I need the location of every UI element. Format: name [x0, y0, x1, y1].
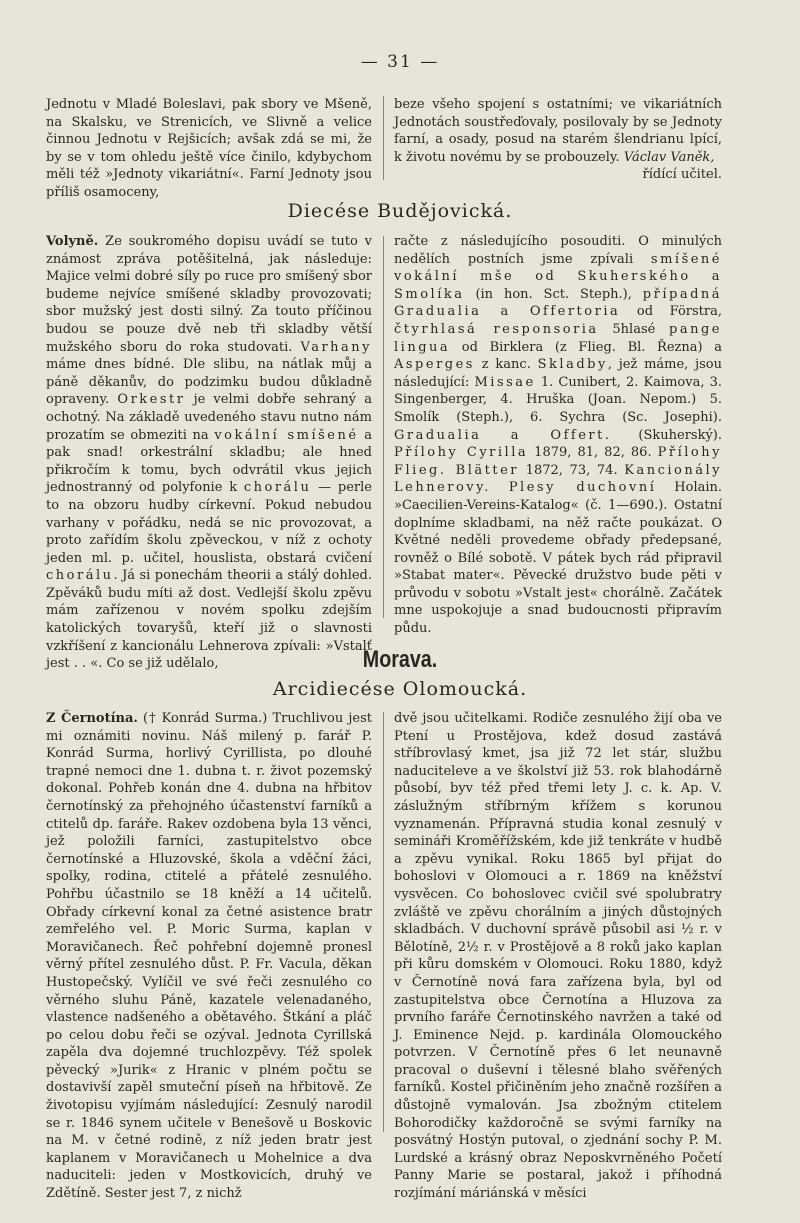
- place-volyne: Volyně.: [46, 234, 99, 249]
- cernotin-right-column: [394, 710, 722, 1203]
- diocese-heading: Diecése Budějovická.: [287, 200, 513, 222]
- term-asperges: Asperges: [394, 357, 475, 373]
- volyne-right-column: [394, 233, 722, 638]
- term-vokalni: vokální smíšené: [214, 427, 359, 443]
- term-skladby: Skladby: [537, 357, 608, 373]
- region-heading: Morava.: [362, 646, 438, 673]
- term-orkestr: Orkestr: [117, 392, 186, 408]
- top-right-paragraph: beze všeho spojení s ostatními; ve vikariátních Jednotách soustřeďovaly, posilovaly by se Jednoty farní, a osady, posud na starém šlendrianu lpící, k životu novému by se probouzely. Václav Vaněk,: [394, 97, 722, 165]
- term-varhany: Varhany: [300, 339, 372, 355]
- term-pange-lingua: pange lingua: [394, 321, 722, 355]
- term-choral-2: chorálu: [46, 568, 114, 584]
- signature-role: řídící učitel.: [642, 167, 722, 183]
- term-plesy: Plesy duchovní: [508, 480, 657, 496]
- cernotin-left-paragraph: Z Černotína. († Konrád Surma.) Truchlivou jest mi oznámiti novinu. Náš milený p. farář P. Konrád Surma, horlivý Cyrillista, po dlouhé trapné nemoci dne 1. dubna t. r. život pozemský dokonal. Pohřeb konán dne 4. dubna na hřbitov černotínský za přehojného účastenství farníků a ctitelů dp. faráře. Rakev ozdobena byla 13 věnci, jež položili farníci, zastupitelstvo obce černotínské a Hluzovské, škola a vděční žáci, spolky, rodina, ctitelé a přátelé zesnulého. Pohřbu účastnilo se 18 kněží a 14 učitelů. Obřady církevní konal za četné asistence bratr zemřelého vel. P. Moric Surma, kaplan v Moravičanech. Řeč pohřební dojemně pronesl věrný přítel zesnulého důst. P. Fr. Vacula, děkan Hustopečský. Vylíčil ve své řeči zesnulého co věrného sluhu Páně, kazatele velenadaného, vlastence nadšeného a obětavého. Štkání a pláč po celou dobu řeči se ozýval. Jednota Cyrillská zapěla dva dojemné truchlozpěvy. Též spolek pěvecký »Jurik« z Hranic v plném počtu se dostavivší zapěl smuteční píseň na hřbitově. Ze životopisu vyjímám následující: Zesnulý narodil se r. 1846 synem učitele v Benešově u Boskovic na M. v četné rodině, z níž jeden bratr jest kaplanem v Moravičanech u Mohelnice a dva naduciteli: jeden v Mostkovicích, druhý ve Zdětíně. Sester jest 7, z nichž: [46, 711, 372, 1202]
- column-divider-volyne: [383, 236, 384, 618]
- term-prilohy-cyrilla: Přílohy Cyrilla: [394, 445, 529, 461]
- page-number: — 31 —: [360, 52, 440, 72]
- place-cernotin: Z Černotína.: [46, 711, 138, 726]
- signature-name: Václav Vaněk,: [623, 149, 715, 165]
- term-graduale-2: Gradualia a Offert.: [394, 427, 612, 443]
- term-responsoria: čtyrhlasá responsoria: [394, 321, 599, 337]
- archdiocese-heading: Arcidiecése Olomoucká.: [272, 678, 528, 700]
- top-left-paragraph: Jednotu v Mladé Boleslavi, pak sbory ve Mšeně, na Skalsku, ve Strenicích, ve Slivně a velice činnou Jednotu v Rejšicích; avšak zdá se mi, že by se v tom ohledu ještě více činilo, kdybychom měli též »Jednoty vikariátní«. Farní Jednoty jsou příliš osamoceny,: [46, 97, 372, 200]
- term-mse: smíšené vokální mše od Skuherského a Smolíka: [394, 251, 722, 302]
- term-graduale-1: případná Gradualia a Offertoria: [394, 286, 723, 320]
- cernotin-right-paragraph: dvě jsou učitelkami. Rodiče zesnulého žijí oba ve Ptení u Prostějova, kdež dosud zastává stříbrovlasý kmet, jsa již 72 let stár, službu naduciteleve a ve školství již 53. rok blahodárně působí, byv též před třemi lety J. c. k. Ap. V. záslužným stříbrným křížem s korunou vyznamenán. Přípravná studia konal zesnulý v semináři Kroměřížském, kde již tenkráte v hudbě a zpěvu vynikal. Roku 1865 byl přijat do bohoslovi v Olomouci a r. 1869 na kněžství vysvěcen. Co bohoslovec cvičil své spolubratry zvláště ve zpěvu chorálním a jiných důstojných skladbách. V duchovní správě působil asi ½ r. v Bělotíně, 2½ r. v Prostějově a 8 roků jako kaplan při kůru domském v Olomouci. Roku 1880, když v Černotíně nová fara zařízena byla, byl od zastupitelstva obce Černotína a Hluzova za prvního faráře Černotinského navržen a také od J. Eminence Nejd. p. kardinála Olomouckého potvrzen. V Černotíně přes 6 let neunavně pracoval o duševní i tělesné blaho svěřených farníků. Kostel přičiněním jeho značně rozšířen a důstojně vymalován. Jsa zbožným ctitelem Bohorodičky každoročně se svými farníky na posvátný Hostýn putoval, o zjednání sochy P. M. Lurdské a krásný obraz Neposkvrněného Početí Panny Marie se postaral, jakož i příhodná rozjímání máriánská v měsíci: [394, 711, 722, 1202]
- term-prilohy-flieg: Přílohy Flieg. Blätter: [394, 445, 722, 478]
- column-divider-top: [383, 96, 384, 180]
- column-divider-cernotin: [383, 712, 384, 1132]
- volyne-right-paragraph: račte z následujícího posouditi. O minulých nedělích postních jsme zpívali smíšené vokální mše od Skuherského a Smolíka (in hon. Sct. Steph.), případná Gradualia a Offertoria od Förstra, čtyrhlasá responsoria 5hlasé pange lingua od Birklera (z Flieg. Bl. Řezna) a Asperges z kanc. Skladby, jež máme, jsou následující: Missae 1. Cunibert, 2. Kaimova, 3. Singenberger, 4. Hruška (Joan. Nepom.) 5. Smolík (Steph.), 6. Sychra (Sc. Josephi). Gradualia a Offert. (Skuherský). Přílohy Cyrilla 1879, 81, 82, 86. Přílohy Flieg. Blätter 1872, 73, 74. Kancionály Lehnerovy. Plesy duchovní Holain. »Caecilien-Vereins-Katalog« (č. 1—690.). Ostatní doplníme skladbami, na něž račte poukázat. O Květné neděli provedeme obřady předepsané, rovněž o Bílé sobotě. V pátek bych rád připravil »Stabat mater«. Pěvecké družstvo bude pěti v průvodu v sobotu »Vstalt jest« chorálně. Začátek mne uspokojuje a snad budoucnosti připravím půdu.: [394, 234, 723, 637]
- volyne-left-column: [46, 233, 372, 673]
- top-right-column: [394, 96, 722, 184]
- term-missae: Missae: [474, 374, 536, 390]
- top-left-column: [46, 96, 372, 202]
- term-choral-1: chorálu: [243, 480, 312, 496]
- volyne-left-paragraph: Volyně. Ze soukromého dopisu uvádí se tuto v známost zpráva potěšitelná, jak následuje: Majice velmi dobré síly po ruce pro smíšený sbor budeme nejvíce smíšené skladby provozovati; sbor mužský jest dosti silný. Za touto příčinou budou se pouze dvě neb tři skladby větší mužského sboru do roka studovati. Varhany máme dnes bídné. Dle slibu, na nátlak můj a páně děkanův, do podzimku budou důkladně opraveny. Orkestr je velmi dobře sehraný a ochotný. Na základě uvedeného stavu nutno nám prozatím se obmeziti na vokální smíšené a pak snad! orkestrální skladbu; ale hned přikročím k tomu, bych odvrátil vkus jejich jednostranný od polyfonie k chorálu — perle to na obzoru hudby církevní. Pokud nebudou varhany v pořádku, nedá se nic provozovat, a proto zařídím školu zpěveckou, v níž z ochoty jeden ml. p. učitel, houslista, obstará cvičení chorálu. Já si ponechám theorii a stálý dohled. Zpěváků budu míti až dost. Vedlejší školu zpěvu mám zařízenou v novém spolku zdejším katolických tovaryšů, kteří již o slavnosti vzkříšení z kancionálu Lehnerova zpívali: »Vstalť jest . . «. Co se již udělalo,: [46, 234, 373, 672]
- term-kancionaly: Kancionály Lehnerovy.: [394, 462, 723, 496]
- cernotin-left-column: [46, 710, 372, 1203]
